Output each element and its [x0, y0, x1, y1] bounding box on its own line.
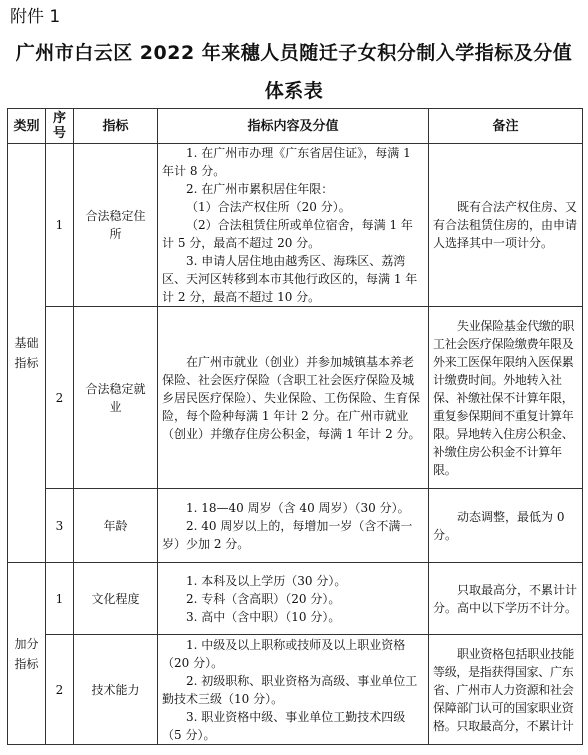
row-note — [429, 563, 583, 635]
row-seq: 1 — [46, 144, 74, 307]
table-row — [8, 489, 583, 563]
row-indicator: 文化程度 — [74, 563, 158, 635]
table-row — [8, 307, 583, 489]
category-basic: 基础指标 — [8, 144, 46, 563]
row-seq: 2 — [46, 307, 74, 489]
row-indicator: 年龄 — [74, 489, 158, 563]
document-title-line-2: 体系表 — [264, 80, 324, 102]
content-line: 1. 在广州市办理《广东省居住证》，每满 1 年计 8 分。 — [162, 146, 411, 178]
table-header-row — [8, 109, 583, 144]
content-line: 2. 40 周岁以上的，每增加一岁（含不满一岁）少加 2 分。 — [162, 518, 413, 551]
note-text: 只取最高分，不累计计分。高中以下学历不计分。 — [433, 582, 578, 615]
content-line: 2. 在广州市累积居住年限： — [186, 182, 334, 196]
content-line: （1）合法产权住所（20 分）。 — [186, 200, 351, 214]
row-content — [158, 489, 429, 563]
note-text: 动态调整，最低为 0 分。 — [433, 509, 565, 542]
table-row — [8, 144, 583, 307]
content-line: 2. 专科（含高职）（20 分）。 — [186, 591, 341, 606]
note-text: 职业资格包括职业技能等级，是指获得国家、广东省、广州市人力资源和社会保障部门认可的国家职业资格。只取最高分，不累计计 — [433, 646, 575, 733]
row-seq: 3 — [46, 489, 74, 563]
indicator-table — [7, 108, 583, 745]
row-indicator: 技术能力 — [74, 635, 158, 745]
row-content — [158, 307, 429, 489]
row-seq: 1 — [46, 563, 74, 635]
content-line: 3. 职业资格中级、事业单位工勤技术四级（5 分）。 — [162, 709, 406, 742]
content-line: 1. 18—40 周岁（含 40 周岁）（30 分）。 — [186, 500, 410, 515]
content-line: 在广州市就业（创业）并参加城镇基本养老保险、社会医疗保险（含职工社会医疗保险及城乡居民医疗保险）、失业保险、工伤保险、生育保险，每个险种每满 1 年计 2 分。在广州市就业（创业）并缴存住房公积金，每满 1 年计 2 分。 — [162, 354, 421, 441]
row-content — [158, 635, 429, 745]
content-line: 3. 高中（含中职）（10 分）。 — [186, 609, 341, 624]
content-line: 1. 本科及以上学历（30 分）。 — [186, 573, 347, 588]
content-line: 3. 申请人居住地由越秀区、海珠区、荔湾区、天河区转移到本市其他行政区的，每满 1 年计 2 分，最高不超过 10 分。 — [162, 254, 418, 304]
row-indicator: 合法稳定住所 — [74, 144, 158, 307]
header-indicator: 指标 — [74, 109, 158, 144]
row-note — [429, 489, 583, 563]
row-indicator: 合法稳定就业 — [74, 307, 158, 489]
row-note — [429, 307, 583, 489]
content-line: （2）合法租赁住所或单位宿舍，每满 1 年计 5 分，最高不超过 20 分。 — [162, 218, 413, 250]
category-bonus: 加分指标 — [8, 563, 46, 745]
row-content — [158, 563, 429, 635]
row-note — [429, 144, 583, 307]
table-row — [8, 563, 583, 635]
table-row — [8, 635, 583, 745]
header-seq: 序号 — [46, 109, 74, 144]
row-content — [158, 144, 429, 307]
note-text: 既有合法产权住房、又有合法租赁住房的，由申请人选择其中一项计分。 — [433, 200, 578, 250]
document-title-line-1: 广州市白云区 2022 年来穗人员随迁子女积分制入学指标及分值 — [15, 42, 573, 64]
header-category: 类别 — [8, 109, 46, 144]
content-line: 1. 中级及以上职称或技师及以上职业资格（20 分）。 — [162, 637, 406, 670]
header-content: 指标内容及分值 — [158, 109, 429, 144]
content-line: 2. 初级职称、职业资格为高级、事业单位工勤技术三级（10 分）。 — [162, 673, 418, 706]
header-note: 备注 — [429, 109, 583, 144]
row-seq: 2 — [46, 635, 74, 745]
note-text: 失业保险基金代缴的职工社会医疗保险缴费年限及外来工医保年限纳入医保累计缴费时间。外地转入社保、补缴社保不计算年限，重复参保期间不重复计算年限。异地转入住房公积金、补缴住房公积金不计算年限。 — [433, 318, 575, 477]
attachment-label: 附件 1 — [10, 7, 61, 27]
row-note — [429, 635, 583, 745]
